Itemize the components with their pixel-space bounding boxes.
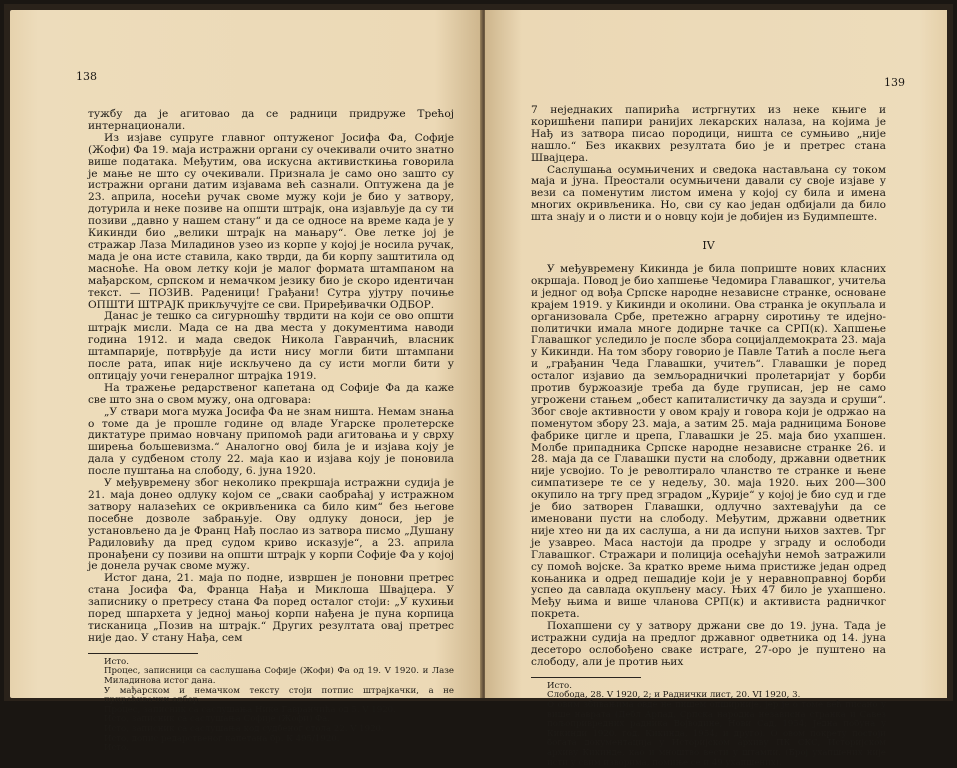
left-page xyxy=(10,10,482,754)
paragraph: „У ствари мога мужа Јосифа Фа не знам ништа. Немам знања о томе да је прошле године од владе Угарске пролетерске диктатуре примао новчану припомоћ ради агитовања и у сврху ширења бољшевизма.“ Аналогно овој била је и изјава коју је дала у судбеном столу 22. маја као и изјава коју је поновила после пуштања на слободу, 6. јуна 1920. xyxy=(88,405,454,478)
footnote: Слобода, 28. V 1920, 2; и Раднички лист, 20. VI 1920, 3. xyxy=(547,690,801,701)
page-number: 139 xyxy=(884,76,905,89)
paragraph: Похапшени су у затвору држани све до 19. јуна. Тада је истражни судија на предлог државног одветника од 14. јуна десеторо ослобођено сваке истраге, 27-оро је пуштено на слободу, али је против њих xyxy=(531,620,886,668)
book-spread xyxy=(4,4,953,768)
right-page xyxy=(485,10,947,768)
paragraph: 7 неједнаких папирића истргнутих из неке књиге и коришћени папири ранијих лекарских налаза, на којима је Нађ из затвора писао породици, ништа се сумњиво „није нашло.“ Без икаквих резултата био је и претрес стана Швајцера. xyxy=(531,104,886,164)
paragraph: Истог дана, 21. маја по подне, извршен је поновни претрес стана Јосифа Фа, Франца Нађа и Миклоша Швајцера. У записнику о претресу стана Фа поред осталог стоји: „У кухињи поред шпархета у једној мањој корпи нађена је пуна корпица тисканица „Позив на штрајк.“ Других резултата овај претрес није дао. У стану Нађа, сем xyxy=(88,572,454,644)
footnote: Процес, записник са саслушања Нике Гавранчића од 5. V 1920. xyxy=(104,704,396,715)
paragraph: Саслушања осумњичених и сведока настављана су током маја и јуна. Преостали осумњичени давали су своје изјаве у вези са поменутим листом имена у којој су била и имена многих окривљеника. Но, сви су као један одбијали да било шта знају и о листи и о новцу који је добијен из Будимпеште. xyxy=(531,163,886,224)
footnotes xyxy=(88,658,454,754)
right-page-body xyxy=(531,105,886,768)
paragraph: Из изјаве супруге главног оптуженог Јосифа Фа, Софије (Жофи) Фа 19. маја истражни органи су очекивали очито знатно више података. Међутим, ова искусна активисткиња говорила је мање не што су очекивали. Признала је само оно зашто су истражни органи датим изјавама већ сазнали. Оптужена да је 23. априла, носећи ручак своме мужу који је био у затвору, дотурила и неке позиве на општи штрајк, она изјављује да су ти позиви „давно у нашем стану“ и да се односе на време када је у Кикинди био „велики штрајк на мањару“. Ове летке јој је стражар Лаза Миладинов узео из корпе у којој је носила ручак, мада је она исте ставила, како тврди, да би корпу заштитила од масноће. На овом летку који је малог формата штампаном на мађарском, српском и немачком језику био је скоро идентичан текст. — ПОЗИВ. Раденици! Грађани! Сутра ујутру почиње ОПШТИ ШТРАЈК прикључујте се сви. Приређивачки ОДБОР. xyxy=(88,131,454,311)
paragraph: тужбу да је агитовао да се радници придруже Трећој интернационали. xyxy=(88,108,454,132)
footnote: У мађарском и немачком тексту стоји потпис штрајкачки, а не приређивачки одбор. xyxy=(104,685,454,706)
section-heading: IV xyxy=(702,239,715,253)
footnote: Исто, записник са саслушања код судбеног стола 22. V 1920. xyxy=(104,723,384,734)
footnote: Процес, записници са саслушања Софије (Жофи) Фа од 19. V 1920. и Лазе Миладинова истог дана. xyxy=(104,666,454,686)
footnote-rule xyxy=(531,677,641,678)
paragraph: У међувремену Кикинда је била поприште нових класних окршаја. Повод је био хапшење Чедомира Главашког, учитеља и једног од вођа Српске народне независне странке, основане крајем 1919. у Кикинди и околини. Ова странка је окупљала и организовала Србе, претежно аграрну сиротињу те идејно-политички имала многе додирне тачке са СРП(к). Хапшење Главашког уследило је после збора социјалдемократа 23. маја у Кикинди. На том збору говорио је Павле Татић а после њега и „грађанин Чеда Главашки, учитељ“. Главашки је поред осталог изјавио да земљорадничкиi пролетаријат у борби против буржоазије треба да буде груписан, јер не само угрожени стањем „обест капиталистичку да заузда и сруши“. Због своје активности у овом крају и говора који је одржао на поменутом збору 23. маја, а затим 25. маја радницима Бонове фабрике цигле и црепа, Главашки је 25. маја био ухапшен. Молбе припадника Српске народне независне странке 26. и 28. маја да се Главашки пусти на слободу, државни одветник није усвојио. То је револтирало чланство те странке и њене симпатизере те се у недељу, 30. маја 1920. њих 200—300 окупило на тргу пред зградом „Курије“ у којој је био суд и где је био затворен Главашки, одлучно захтевајући да се именовани пусти на слободу. Међутим, државни одветник није хтео ни да их саслуша, а ни да испуни њихов захтев. Трг је узаврео. Маса настоји да продре у зграду и ослободи Главашког. Стражари и полиција осећајући немоћ затражили су помоћ војске. За кратко време њима пристиже један одред коњаника и одред пешадије који је у неравноправној борби успео да савлада окупљену масу. Њих 47 било је ухапшено. Међу њима и више чланова СРП(к) и активиста радничког покрета. xyxy=(531,262,886,621)
paragraph: На тражење редарственог капетана од Софије Фа да каже све што зна о свом мужу, она одговара: xyxy=(88,381,454,406)
footnote: О овим збивањима овде не пишем опширније, јер је о томе већ писано у више наврата (Дебл Арпад, Српска народна независна странка и Савез пољопривредних радника Војводине, Нови Сад, 1954; Једна побуна у Кикинди 1920. год. Кикинда, 1954; и друго). О овом покрету постоји богата документација у Историјском архиву ПК СКС, Историјском архиву Кикинде, као и мноштво вести у штампи. (Број ухапшених није исти у свим изворима, помиње се и 49 ухапшених). xyxy=(547,699,886,768)
paragraph: Данас је тешко са сигурношћу тврдити на који се ово општи штрајк мисли. Мада се на два места у документима наводи година 1912. и мада сведок Никола Гавранчић, власник штампарије, потврђује да исти нису могли бити штампани после рата, ипак није искључено да су исти могли бити у оптицају уочи генералног штрајка 1919. xyxy=(88,310,454,382)
footnote: Исто. xyxy=(104,656,129,667)
footnote: Исто. xyxy=(104,743,129,754)
left-page-body xyxy=(88,109,454,754)
footnotes xyxy=(531,682,886,768)
footnote: Исто, записник са саслушања Софије (Жофи) Фа. xyxy=(104,714,331,725)
paragraph: У међувремену због неколико прекршаја истражни судија је 21. маја донео одлуку којом се „сваки саобраћај у истражном затвору налазећих се окривљеника са било ким“ без његове посебне дозволе забрањује. Ову одлуку доноси, јер је установљено да је Франц Нађ послао из затвора писмо „Душану Радиловићу да пред судом криво исказује“, а 23. априла пронађени су позиви на општи штрајк у корпи Софије Фа у којој је донела ручак своме мужу. xyxy=(88,477,454,573)
page-number: 138 xyxy=(76,70,97,83)
footnote-rule xyxy=(88,653,198,654)
footnote: Исто, допис редарственог капетана бр. К 495/1920. xyxy=(104,733,340,744)
footnote: Исто. xyxy=(547,680,572,691)
